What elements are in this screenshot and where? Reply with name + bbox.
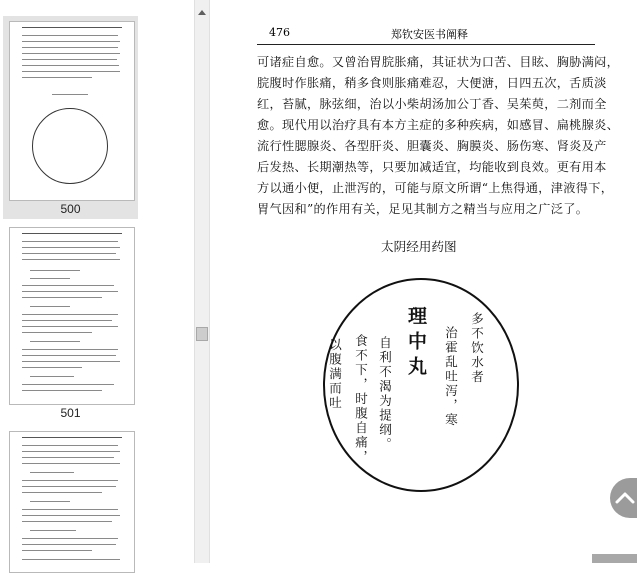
paragraph-line: 方以通小便，止泄泻的，可能与原文所谓“上焦得通，津液得下， [257,181,614,195]
thumbnail-label: 501 [60,406,81,420]
diagram-column: 食不下，时腹自痛， [353,334,369,465]
thumbnail-circle [32,108,108,184]
thumbnail-image [9,21,135,201]
paragraph-line: 脘腹时作胀痛，稍多食则胀痛难忍，大便溏，日四五次，舌质淡 [257,76,607,90]
document-page [211,0,637,563]
thumbnail-page-502[interactable] [3,426,138,563]
paragraph-line: 红，苔腻，脉弦细，治以小柴胡汤加公丁香、吴茱萸，二剂而全 [257,97,607,111]
sidebar-scrollbar[interactable] [194,0,210,563]
header-title: 郑钦安医书阐释 [391,28,468,41]
diagram-title: 理中丸 [405,306,427,381]
paragraph-line: 可诸症自愈。又曾治胃脘胀痛，其证状为口苦、目眩、胸胁满闷， [257,55,620,69]
header-page-number: 476 [269,26,290,39]
scroll-up-arrow-icon[interactable] [198,10,206,15]
diagram-column: 治霍乱吐泻，寒 [443,326,459,428]
thumbnail-page-500[interactable] [3,16,138,219]
thumbnail-page-501[interactable] [3,222,138,422]
figure-caption: 太阴经用药图 [381,239,457,254]
paragraph-line: 后发热、长期潮热等，只要加减适宜，均能收到良效。更有用本 [257,160,607,174]
paragraph-line: 流行性腮腺炎、各型肝炎、胆囊炎、胸膜炎、肠伤寒、肾炎及产 [257,139,607,153]
diagram-column: 多不饮水者 [469,312,485,385]
corner-tab [592,554,637,563]
page-header [269,26,595,40]
taiyin-diagram [317,274,527,504]
diagram-column: 自利不渴为提纲。 [377,336,393,452]
paragraph-line: 愈。现代用以治疗具有本方主症的多种疾病，如感冒、扁桃腺炎、 [257,118,620,132]
thumbnail-label: 500 [60,202,81,216]
diagram-column: 以腹满而吐 [327,338,343,411]
scrollbar-thumb[interactable] [196,327,208,341]
header-rule [257,44,595,45]
thumbnail-image [9,227,135,405]
paragraph-line: 胃气因和”的作用有关，足见其制方之精当与应用之广泛了。 [257,202,589,216]
chevron-up-icon [614,488,636,508]
thumbnail-image [9,431,135,573]
thumbnail-sidebar [0,0,194,563]
